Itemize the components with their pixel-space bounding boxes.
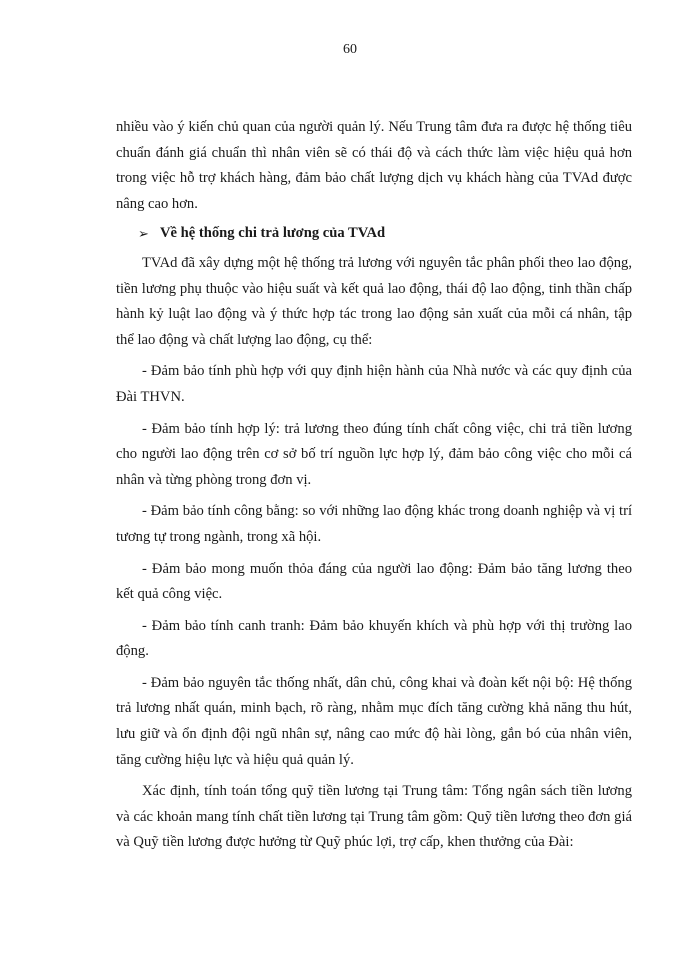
page-number: 60 xyxy=(343,42,357,57)
paragraph-system: TVAd đã xây dựng một hệ thống trả lương với nguyên tắc phân phối theo lao động, tiền lương phụ thuộc vào hiệu suất và kết quả lao động, thái độ lao động, tinh thần chấp hành kỷ luật lao động và ý thức hợp tác trong lao động sản xuất của mỗi cá nhân, tập thể lao động và chất lượng lao động, cụ thể: xyxy=(116,254,632,348)
section-heading xyxy=(116,221,632,247)
list-item: - Đảm bảo tính canh tranh: Đảm bảo khuyến khích và phù hợp với thị trường lao động. xyxy=(116,617,632,660)
paragraph-intro: nhiều vào ý kiến chủ quan của người quản lý. Nếu Trung tâm đưa ra được hệ thống tiêu chuẩn đánh giá chuẩn thì nhân viên sẽ có thái độ và cách thức làm việc hiệu quả hơn trong việc hỗ trợ khách hàng, đảm bảo chất lượng dịch vụ khách hàng của TVAd được nâng cao hơn. xyxy=(116,119,632,212)
body-text xyxy=(116,115,632,856)
arrow-bullet-icon: ➢ xyxy=(138,227,149,243)
list-item: - Đảm bảo tính phù hợp với quy định hiện hành của Nhà nước và các quy định của Đài THVN. xyxy=(116,363,632,405)
list-item: - Đảm bảo tính công bằng: so với những lao động khác trong doanh nghiệp và vị trí tương tự trong ngành, trong xã hội. xyxy=(116,503,632,545)
list-item: - Đảm bảo mong muốn thỏa đáng của người lao động: Đảm bảo tăng lương theo kết quả công việc. xyxy=(116,560,632,603)
section-heading-text: Về hệ thống chi trả lương của TVAd xyxy=(160,225,386,242)
list-item: - Đảm bảo tính hợp lý: trả lương theo đúng tính chất công việc, chi trả tiền lương cho người lao động trên cơ sở bố trí nguồn lực hợp lý, đảm bảo công việc cho mỗi cá nhân và từng phòng trong đơn vị. xyxy=(116,420,632,488)
list-item: - Đảm bảo nguyên tắc thống nhất, dân chủ, công khai và đoàn kết nội bộ: Hệ thống trả lương nhất quán, minh bạch, rõ ràng, nhằm mục đích tăng cường khả năng thu hút, lưu giữ và ổn định đội ngũ nhân sự, nâng cao mức độ hài lòng, gắn bó của nhân viên, tăng cường hiệu lực và hiệu quả quản lý. xyxy=(116,674,632,768)
paragraph-salary-fund: Xác định, tính toán tổng quỹ tiền lương tại Trung tâm: Tổng ngân sách tiền lương và các khoản mang tính chất tiền lương tại Trung tâm gồm: Quỹ tiền lương theo đơn giá và Quỹ tiền lương được hưởng từ Quỹ phúc lợi, trợ cấp, khen thưởng của Đài: xyxy=(116,783,632,851)
